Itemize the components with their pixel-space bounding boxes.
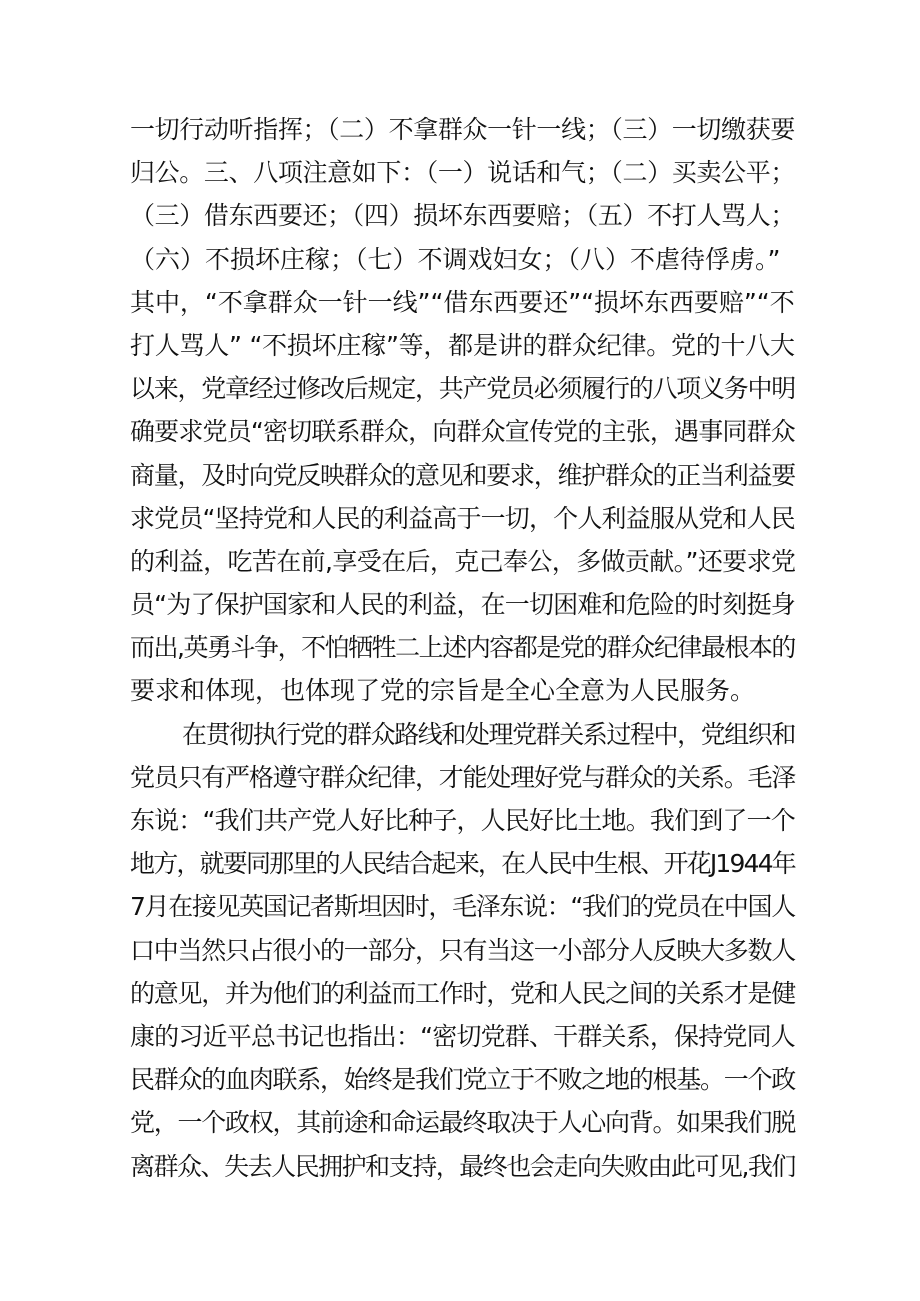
text-line: 要求和体现，也体现了党的宗旨是全心全意为人民服务。 bbox=[130, 676, 756, 706]
text-line: 在贯彻执行党的群众路线和处理党群关系过程中，党组织和 bbox=[182, 719, 796, 749]
text-line: 其中，“不拿群众一针一线”“借东西要还”“损坏东西要赔”“不 bbox=[130, 287, 795, 317]
text-line: 而出,英勇斗争，不怕牺牲二上述内容都是党的群众纪律最根本的 bbox=[130, 633, 795, 663]
text-line: 党，一个政权，其前途和命运最终取决于人心向背。如果我们脱 bbox=[130, 1108, 796, 1138]
text-line: 员“为了保护国家和人民的利益，在一切困难和危险的时刻挺身 bbox=[130, 590, 795, 620]
text-line: 求党员“坚持党和人民的利益高于一切，个人利益服从党和人民 bbox=[130, 503, 795, 533]
text-line: （三）借东西要还；（四）损坏东西要赔；（五）不打人骂人； bbox=[130, 201, 796, 231]
text-line: 一切行动听指挥；（二）不拿群众一针一线；（三）一切缴获要 bbox=[130, 115, 796, 144]
text-line: 离群众、失去人民拥护和支持，最终也会走向失败由此可见,我们 bbox=[130, 1151, 795, 1181]
text-line: 打人骂人” “不损坏庄稼”等，都是讲的群众纪律。党的十八大 bbox=[130, 330, 795, 360]
body-text bbox=[130, 108, 795, 1188]
text-line: （六）不损坏庄稼；（七）不调戏妇女；（八）不虐待俘虏。” bbox=[130, 244, 781, 274]
text-line: 归公。三、八项注意如下：（一）说话和气；（二）买卖公平； bbox=[130, 158, 796, 188]
text-line: 的利益，吃苦在前,享受在后，克己奉公，多做贡献。”还要求党 bbox=[130, 546, 796, 576]
text-line: 7月在接见英国记者斯坦因时，毛泽东说：“我们的党员在中国人 bbox=[130, 892, 795, 922]
text-line: 以来，党章经过修改后规定，共产党员必须履行的八项义务中明 bbox=[130, 374, 796, 404]
text-line: 的意见，并为他们的利益而工作时，党和人民之间的关系才是健 bbox=[130, 978, 796, 1008]
text-line: 商量，及时向党反映群众的意见和要求，维护群众的正当利益要 bbox=[130, 460, 796, 490]
text-line: 确要求党员“密切联系群众，向群众宣传党的主张，遇事同群众 bbox=[130, 417, 795, 447]
text-line: 地方，就要同那里的人民结合起来，在人民中生根、开花J1944年 bbox=[130, 849, 795, 879]
text-line: 民群众的血肉联系，始终是我们党立于不败之地的根基。一个政 bbox=[130, 1065, 796, 1095]
text-line: 东说：“我们共产党人好比种子，人民好比土地。我们到了一个 bbox=[130, 806, 795, 835]
text-line: 口中当然只占很小的一部分，只有当这一小部分人反映大多数人 bbox=[130, 935, 796, 965]
text-line: 康的习近平总书记也指出：“密切党群、干群关系，保持党同人 bbox=[130, 1021, 795, 1051]
text-line: 党员只有严格遵守群众纪律，才能处理好党与群众的关系。毛泽 bbox=[130, 762, 796, 792]
